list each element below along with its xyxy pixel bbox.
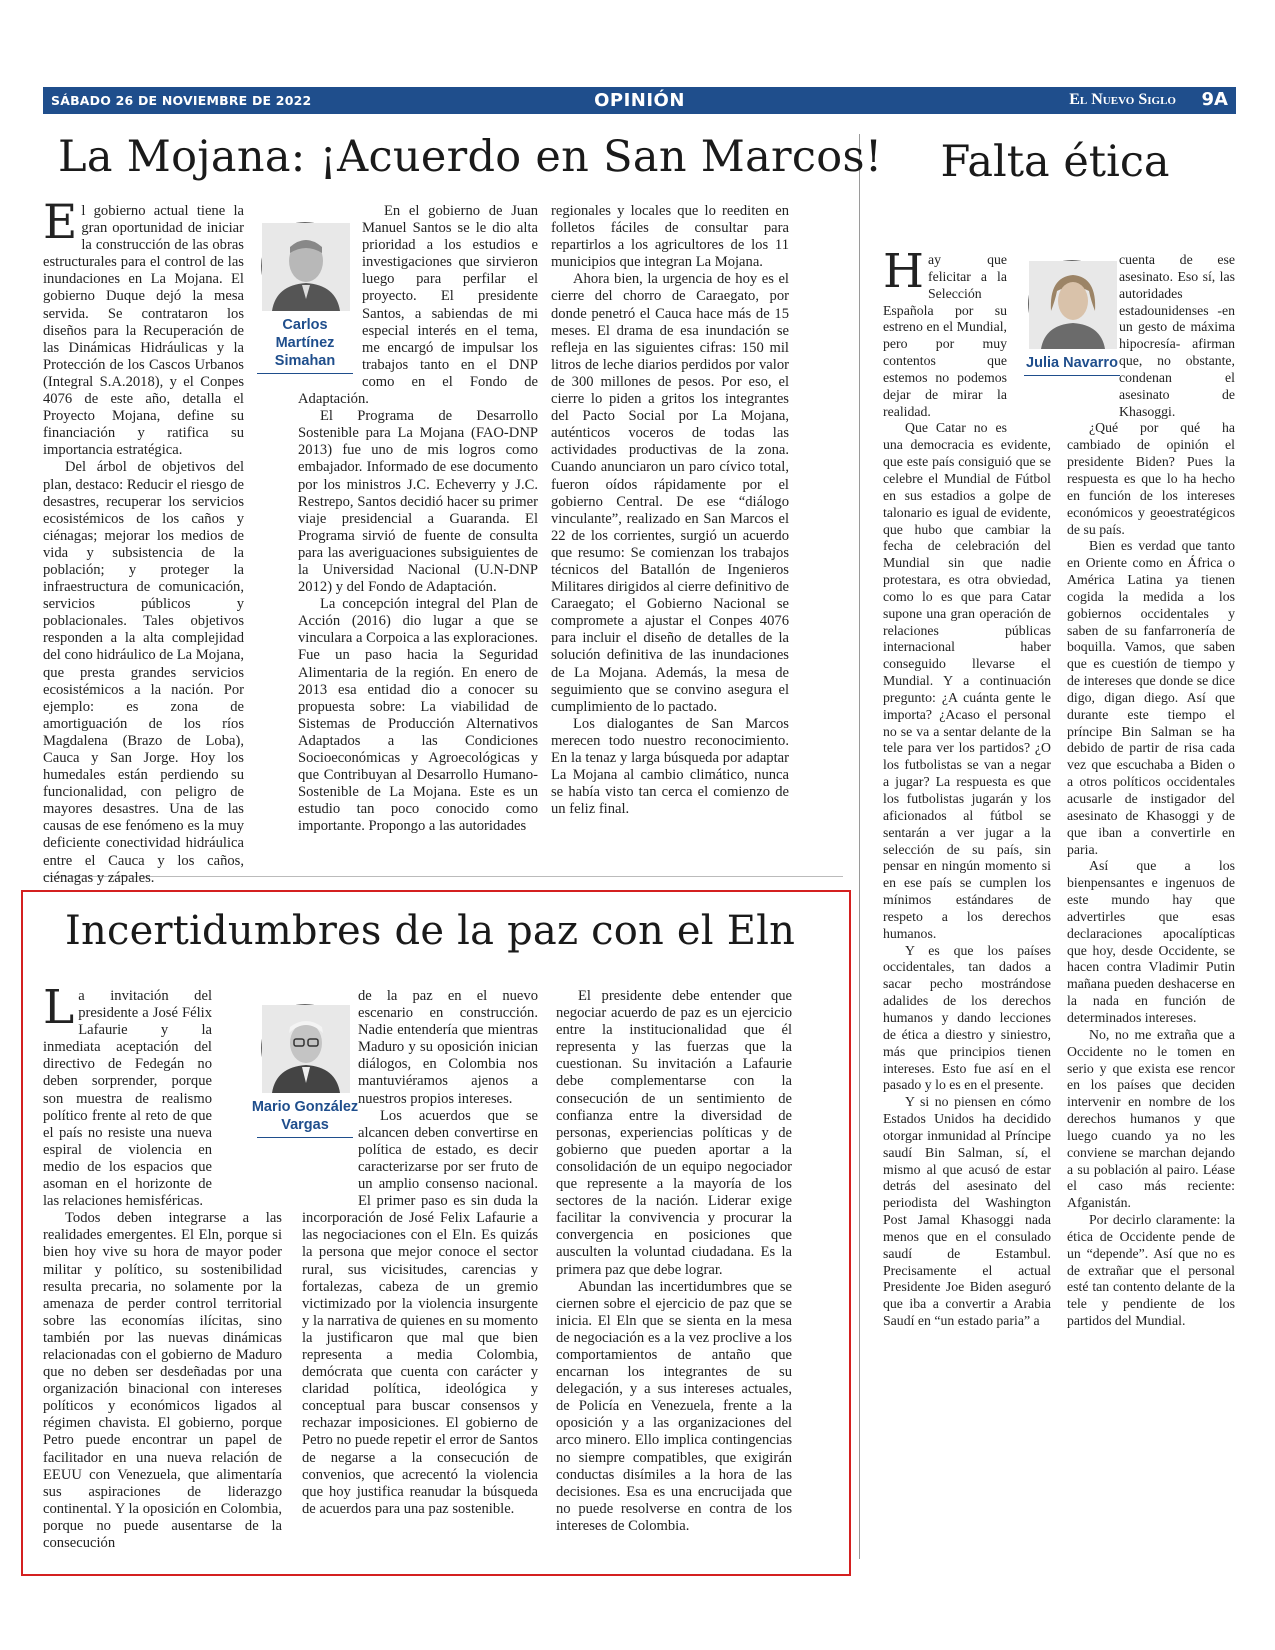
paragraph: ay que felicitar a la Selección Española por su estreno en el Mundial, pero por muy contentos que estemos no podemos dejar de mirar la realidad. [883,252,1007,419]
article-mojana-column-3 [551,203,789,828]
article-eln-column-3 [556,988,792,1534]
paragraph: Los acuerdos que se alcancen deben convertirse en política de estado, es decir caracterizarse por ser fruto de un amplio consenso nacional. El primer paso es sin duda la incorporación de José Felix Lafaurie a las negociaciones con el Eln. Es quizás la persona que mejor conoce el sector rural, sus vicisitudes, carencias y fortalezas, cabeza de un gremio victimizado por la violencia insurgente y la narrativa de quienes en su momento la justificaron que mal que bien representa a media Colombia, demócrata que cuenta con carácter y claridad política, ideológica y conceptual para buscar consensos y rechazar imposiciones. El gobierno de Petro no puede repetir el error de Santos de negarse a la consecución de convenios, que acrecentó la violencia que hoy justifica reanudar la búsqueda de acuerdos para una paz sostenible. [302,1107,538,1517]
paragraph: a invitación del presidente a José Félix Lafaurie y la inmediata aceptación del directivo de Fedegán no deben sorprender, porque son muestra de realismo político frente al reto de que el país no resiste una nueva espiral de violencia en medio de los espacios que asoman en el horizonte de las relaciones hemisféricas. [43,988,212,1210]
article-etica-column-1 [883,244,1051,1552]
article-headline-etica: Falta ética [940,137,1170,187]
paragraph: Y es que los países occidentales, tan dados a sacar pecho mostrándose adalides de los derechos humanos y dando lecciones de ética a diestro y siniestro, más que principios tienen intereses. Esto fue así en el pasado y lo es en el presente. [883,942,1051,1093]
author-name: Mario González Vargas [251,1099,359,1133]
paragraph: En el gobierno de Juan Manuel Santos se le dio alta prioridad a los estudios e investigaciones que sirvieron luego para perfilar el proyecto. El presidente Santos, a sabiendas de mi especial interés en el tema, me encargó de impulsar los trabajos tanto en el DNP como en el Fondo de Adaptación. [298,203,538,408]
issue-date: SÁBADO 26 DE NOVIEMBRE DE 2022 [51,93,312,108]
masthead-bar [43,87,1236,114]
author-photo-wrap [298,203,362,375]
article-eln-column-1 [43,980,282,1551]
paragraph: cuenta de ese asesinato. Eso sí, las autoridades estadounidenses -en un gesto de máxima hipocresía- afirman que, no obstante, condenan el asesinato de Khasoggi. [1119,252,1235,419]
paragraph: l gobierno actual tiene la gran oportunidad de iniciar la construcción de las obras estructurales para el control de las inundaciones en La Mojana. El gobierno Duque dejó la mesa servida. Se contrataron los diseños para la Recuperación de las Dinámicas Hidráulicas y la Protección de los Cascos Urbanos (Integral S.A.2018), y el Conpes 4076 de este año, detalla el Proyecto Mojana, define su financiación y ratifica su importancia estratégica. [43,203,244,459]
article-mojana-column-1 [43,195,244,886]
page-number: 9A [1201,89,1228,110]
paragraph: ¿Qué por qué ha cambiado de opinión el presidente Biden? Pues la respuesta es que lo ha hecho en función de los intereses económicos y geoestratégicos de su país. [1067,420,1235,537]
paragraph: El presidente debe entender que negociar acuerdo de paz es un ejercicio entre la institucionalidad que él representa y las fuerzas que la cuestionan. Su invitación a Lafaurie debe complementarse con la consecución de un sentimiento de confianza entre la diversidad de personas, experiencias políticas y de gobierno que pueden aportar a la consolidación de un equipo negociador que represente a la mayoría de los sectores de la nación. Liderar exige facilitar la convivencia y procurar la convergencia en posiciones que ausculten la voluntad ciudadana. Es la primera paz que debe lograr. [556,988,792,1278]
newspaper-logo: El Nuevo Siglo [1069,91,1176,108]
paragraph: Y si no piensen en cómo Estados Unidos ha decidido otorgar inmunidad al Príncipe saudí Bin Salman, sí, el mismo al que acusó de estar detrás del asesinato del periodista del Washington Post Jamal Khasoggi nada menos que en el consulado saudí de Estambul. Precisamente el actual Presidente Joe Biden aseguró que iba a convertir a Arabia Saudí en “un estado paria” a [883,1094,1051,1329]
article-mojana-column-2 [298,203,538,835]
drop-cap: E [43,195,78,250]
paragraph: de la paz en el nuevo escenario en construcción. Nadie entendería que mientras Maduro y su oposición inician diálogos, en Colombia nos mantuviéramos ajenos a nuestros propios intereses. [358,988,538,1107]
paragraph: Que Catar no es una democracia es evidente, que este país consiguió que se celebre el Mundial de Fútbol en sus estadios a golpe de talonario es igual de evidente, que hubo que cambiar la fecha de celebración del Mundial sin que nadie protestara, es otra obviedad, como lo es que para Catar supone una gran operación de relaciones públicas internacional haber conseguido llevarse el Mundial. Y a continuación pregunto: ¿A cuánta gente le importa? ¿Acaso el personal no se va a sentar delante de la tele para ver los partidos? ¿O los futbolistas se van a negar a jugar? La respuesta es que los futbolistas jugarán y los aficionados al fútbol se sentarán a ver jugar a la selección de su país, sin pensar en ningún momento si en ese país se cumplen los mínimos estándares de respeto a los derechos humanos. [883,420,1051,941]
section-title: OPINIÓN [594,90,685,111]
paragraph: regionales y locales que lo reediten en folletos fáciles de consultar para repartirlos a los agricultores de los 11 municipios que integran La Mojana. [551,203,789,271]
article-etica-column-2 [1067,252,1235,1552]
paragraph: Los dialogantes de San Marcos merecen todo nuestro reconocimiento. En la tenaz y larga búsqueda por adaptar La Mojana al cambio climático, nunca se había visto tan cerca el comienzo de un feliz final. [551,715,789,818]
paragraph: Ahora bien, la urgencia de hoy es el cierre del chorro de Caraegato, por donde penetró el Cauca hace más de 15 meses. El drama de esa inundación se refleja en las siguientes cifras: 150 mil litros de leche diarios perdidos por valor de 300 millones de pesos. Por eso, el cierre lo piden a gritos los integrantes del Pacto Social por La Mojana, auténticos voceros de todas las actividades productivas de la zona. Cuando anunciaron un paro cívico total, fueron oídos rápidamente por el gobierno Central. De ese “diálogo vinculante”, realizado en San Marcos el 22 de los corrientes, surgió un acuerdo que resumo: Se comienzan los trabajos técnicos del Batallón de Ingenieros Militares dirigidos al cierre definitivo de Caraegato; el Gobierno Nacional se compromete a ajustar el Conpes 4076 para incluir el diseño de detalles de la solución definitiva de las inundaciones de La Mojana. Además, la mesa de seguimiento que se convino asegura el cumplimiento de lo pactado. [551,271,789,715]
article-headline-mojana: La Mojana: ¡Acuerdo en San Marcos! [58,132,883,182]
paragraph: El Programa de Desarrollo Sostenible para La Mojana (FAO-DNP 2013) fue uno de mis logros como embajador. Informado de ese documento por los ministros J.C. Echeverry y J.C. Restrepo, Santos decidió hacer su primer viaje presidencial a Guaranda. El Programa sirvió de fuente de consulta para las averiguaciones subsiguientes de la Universidad Nacional (U.N-DNP 2012) y del Fondo de Adaptación. [298,408,538,596]
paragraph: La concepción integral del Plan de Acción (2016) dio lugar a que se vinculara a Corpoica a las exploraciones. Fue un paso hacia la Seguridad Alimentaria de la región. En enero de 2013 esa entidad dio a conocer su propuesta sobre: La viabilidad de Sistemas de Producción Alternativos Adaptados a las Condiciones Socioeconómicas y Agroecológicas y que Contribuyan al Desarrollo Humano-Sostenible de La Mojana. Este es un estudio tan poco conocido como importante. Propongo a las autoridades [298,596,538,835]
drop-cap: H [883,244,924,299]
paragraph: Por decirlo claramente: la ética de Occidente pende de un “depende”. Así que no es de extrañar que el personal esté tan contento delante de la tele y pendiente de los partidos del Mundial. [1067,1212,1235,1329]
paragraph: Así que a los bienpensantes e ingenuos de este mundo hay que advertirles que esas declaraciones apocalípticas que hoy, desde Occidente, se hacen contra Vladimir Putin mañana pueden deshacerse en la nada en función de determinados intereses. [1067,858,1235,1025]
author-name: Carlos Martínez Simahan [274,317,336,369]
article-eln-column-2 [302,988,538,1517]
author-name: Julia Navarro [1026,355,1118,371]
drop-cap: L [43,980,75,1035]
article-headline-eln: Incertidumbres de la paz con el Eln [65,908,796,954]
paragraph: Del árbol de objetivos del plan, destaco: Reducir el riesgo de desastres, recuperar los servicios ecosistémicos de los caños y ciénagas; mejorar los medios de vida y subsistencia de la población; y proteger la infraestructura de comunicación, servicios públicos y poblacionales. Tales objetivos responden a la alta complejidad del cono hidráulico de La Mojana, que presta grandes servicios ecosistémicos a la nación. Por ejemplo: es zona de amortiguación de los ríos Magdalena (Brazo de Loba), Cauca y San Jorge. Hoy los humedales están perdiendo su funcionalidad, con peligro de mayores desastres. Una de las causas de ese fenómeno es la muy deficiente conectividad hidráulica entre el Cauca y los caños, ciénagas y zápales. [43,459,244,886]
column-divider [859,134,860,1559]
paragraph: Todos deben integrarse a las realidades emergentes. El Eln, porque si bien hoy vive su hora de mayor poder militar y político, su sostenibilidad resulta precaria, no solamente por la amenaza de perder control territorial sobre las economías ilícitas, sino también por las nuevas dinámicas relacionadas con el gobierno de Maduro que no deben ser desdeñadas por una organización binacional con intereses políticos y económicos ligados al régimen chavista. El gobierno, porque Petro puede encontrar un papel de facilitador en una nueva relación de EEUU con Venezuela, que alimentaría sus aspiraciones de liderazgo continental. Y la oposición en Colombia, porque no puede ausentarse de la consecución [43,1210,282,1551]
paragraph: No, no me extraña que a Occidente no le tomen en serio y que exista ese rencor en los países que deciden intervenir en nombre de los derechos humanos y que luego cuando ya no les conviene se marchan dejando a su población al pairo. Léase el caso más reciente: Afganistán. [1067,1026,1235,1211]
author-photo-wrap [1067,252,1119,404]
author-photo-wrap [302,988,358,1198]
paragraph: Bien es verdad que tanto en Oriente como en África o América Latina ya tienen cogida la medida a los gobiernos occidentales y saben de su fanfarronería de boquilla. Vamos, que saben que es cuestión de tiempo y de intereses que donde se dice digo, digan diego. Así que durante este tiempo el príncipe Bin Salman se ha debido de partir de risa cada vez que escuchaba a Biden o a otros políticos occidentales acusarle de instigador del asesinato de Khasoggi y de que iban a convertirle en paria. [1067,538,1235,857]
paragraph: Abundan las incertidumbres que se ciernen sobre el ejercicio de paz que se inicia. El Eln que se sienta en la mesa de negociación es a la vez proclive a los comportamientos de antaño que encarnan los integrantes de su delegación, y a sus intereses actuales, de Policía en Venezuela, frente a la oposición y a las organizaciones del arco minero. Ello implica contingencias no siempre compatibles, que exigirán conductas disímiles a la hora de las decisiones. Esa es una encrucijada que no puede resolverse en contra de los intereses de Colombia. [556,1278,792,1534]
